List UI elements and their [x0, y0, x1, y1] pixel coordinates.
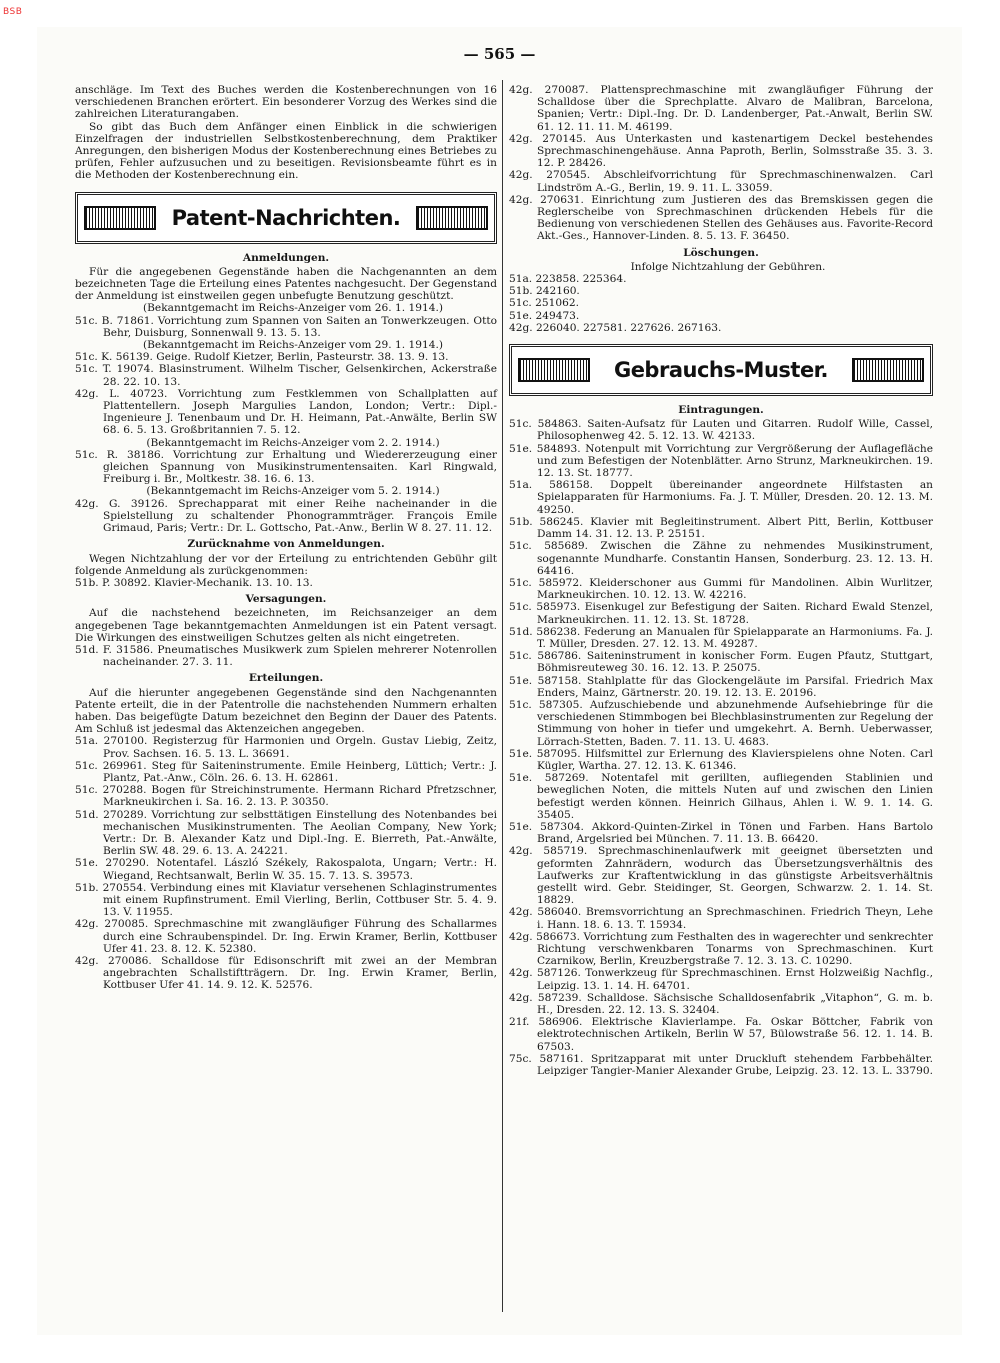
section-heading: Eintragungen. [678, 404, 764, 417]
utility-model-entry: 42g. 587239. Schalldose. Sächsische Schalldosenfabrik „Vitaphon“, G. m. b. H., Dresden. 22. 12. 13. S. 32404. [509, 991, 933, 1017]
intro-paragraph: anschläge. Im Text des Buches werden die Kostenberechnungen von 16 verschiedenen Branchen erörtert. Ein besonderer Vorzug des Werkes sind die zahlreichen Literaturangaben. [75, 84, 497, 121]
utility-model-entry: 51e. 587095. Hilfsmittel zur Erlernung des Klavierspielens ohne Noten. Carl Kügler, Wartha. 27. 12. 13. K. 61346. [509, 747, 933, 772]
patent-entry: 42g. 270545. Abschleifvorrichtung für Sprechmaschinenwalzen. Carl Lindström A.-G., Berlin, 19. 9. 11. L. 33059. [509, 169, 933, 194]
patent-entry: 51c. B. 71861. Vorrichtung zum Spannen von Saiten an Tonwerkzeugen. Otto Behr, Duisburg, Sonnenwall 9. 13. 5. 13. [75, 314, 497, 339]
ornament-icon [416, 206, 488, 230]
utility-model-entry: 51c. 584863. Saiten-Aufsatz für Lauten und Gitarren. Rudolf Wille, Cassel, Philosophenweg 42. 5. 12. 13. W. 42133. [509, 418, 933, 443]
patent-entry: 51e. 270290. Notentafel. László Székely, Rakospalota, Ungarn; Vertr.: H. Wiegand, Rechtsanwalt, Berlin W. 35. 15. 7. 13. S. 39573. [75, 857, 497, 882]
deletion-entry: 42g. 226040. 227581. 227626. 267163. [509, 321, 722, 334]
utility-model-entry: 51c. 587305. Aufzuschiebende und abzunehmende Aufsehiebringe für die verschiedenen Stimmbogen bei Blechblasinstrumenten zur Regelung der Stimmung von hoher in tiefer und umgekehrt. A. Bernh. Ueberwasser, Lörrach-Stetten, Baden. 7. 11. 13. U. 4683. [509, 698, 933, 748]
utility-model-entry: 51d. 586238. Federung an Manualen für Spielapparate an Harmoniums. Fa. J. T. Müller, Dresden. 27. 12. 13. M. 49287. [509, 625, 933, 650]
patent-entry: 51a. 270100. Registerzug für Harmonien und Orgeln. Gustav Liebig, Zeitz, Prov. Sachsen. 16. 5. 13. L. 36691. [75, 735, 497, 760]
patent-entry: 42g. 270087. Plattensprechmaschine mit zwangläufiger Führung der Schalldose über die Sprechplatte. Alvaro de Malibran, Barcelona, Spanien; Vertr.: Dipl.-Ing. Dr. D. Landenberger, Pat.-Anwalt, Berlin SW. 61. 12. 11. 11. M. 46199. [509, 84, 933, 133]
publication-note: (Bekanntgemacht im Reichs-Anzeiger vom 26. 1. 1914.) [143, 302, 443, 315]
section-subtitle: Infolge Nichtzahlung der Gebühren. [630, 260, 826, 273]
section-heading: Versagungen. [245, 593, 327, 606]
patent-entry: 42g. 270145. Aus Unterkasten und kastenartigem Deckel bestehendes Sprechmaschinengehäuse. Anna Paproth, Berlin, Solmsstraße 35. 3. 3. 12. P. 28426. [509, 132, 933, 170]
utility-model-entry: 51c. 585973. Eisenkugel zur Befestigung der Saiten. Richard Ewald Stenzel, Markneukirchen. 11. 12. 13. St. 18728. [509, 601, 933, 626]
utility-model-entry: 51e. 584893. Notenpult mit Vorrichtung zur Vergrößerung der Auflagefläche und zum Befestigen der Notenblätter. Arno Strunz, Markneukirchen. 19. 12. 13. St. 18777. [509, 442, 933, 480]
deletion-entry: 51b. 242160. [509, 285, 580, 298]
section-intro: Wegen Nichtzahlung der vor der Erteilung zu entrichtenden Gebühr gilt folgende Anmeldung als zurückgenommen: [75, 552, 497, 577]
utility-model-entry: 51a. 586158. Doppelt übereinander angeordnete Hilfstasten an Spielapparaten für Harmoniums. Fa. J. T. Müller, Dresden. 20. 12. 13. M. 49250. [509, 479, 933, 516]
section-heading: Zurücknahme von Anmeldungen. [187, 538, 385, 551]
patent-entry: 51d. 270289. Vorrichtung zur selbsttätigen Einstellung des Notenbandes bei mechanischen Musikinstrumenten. The Aeolian Company, New York; Vertr.: Dr. B. Alexander Katz und Dipl.-Ing. E. Bierreth, Pat.-Anwälte, Berlin SW. 48. 29. 6. 13. A. 24221. [75, 808, 497, 858]
right-column [509, 84, 933, 1077]
section-heading: Erteilungen. [248, 672, 324, 685]
patent-entry: 42g. L. 40723. Vorrichtung zum Festklemmen von Schallplatten auf Plattentellern. Joseph Margulies Landon, London; Vertr.: Dipl.-Ingenieure J. Tenenbaum und Dr. H. Heimann, Pat.-Anwälte, Berlin SW 68. 6. 5. 13. Großbritannien 7. 5. 12. [75, 387, 497, 437]
section-intro: Auf die hierunter angegebenen Gegenstände sind den Nachgenannten Patente erteilt, die in der Patentrolle die nachstehenden Nummern erhalten haben. Das beigefügte Datum bezeichnet den Beginn der Dauer des Patents. Am Schluß ist jedesmal das Aktenzeichen angegeben. [75, 686, 497, 736]
ornament-icon [518, 358, 590, 382]
utility-model-entry: 75c. 587161. Spritzapparat mit unter Druckluft stehendem Farbbehälter. Leipziger Tangier-Manier Alexander Grube, Leipzig. 23. 12. 13. L. 33790. [509, 1052, 933, 1078]
utility-model-entry: 21f. 586906. Elektrische Klavierlampe. Fa. Oskar Böttcher, Fabrik von elektrotechnischen Artikeln, Berlin W 57, Bülowstraße 56. 12. 1. 14. B. 67503. [509, 1016, 933, 1053]
patent-entry: 42g. G. 39126. Sprechapparat mit einer Reihe nacheinander in die Spielstellung zu schaltender Phonogrammträger. François Emile Grimaud, Paris; Vertr.: Dr. L. Gottscho, Pat.-Anw., Berlin W 8. 27. 11. 12. [75, 497, 497, 535]
utility-model-entry: 42g. 586040. Bremsvorrichtung an Sprechmaschinen. Friedrich Theyn, Lehe i. Hann. 18. 6. 13. T. 15934. [509, 906, 933, 931]
section-intro: Für die angegebenen Gegenstände haben die Nachgenannten an dem bezeichneten Tage die Erteilung eines Patentes nachgesucht. Der Gegenstand der Anmeldung ist einstweilen gegen unbefugte Benutzung geschützt. [75, 265, 497, 303]
patent-entry: 51c. 270288. Bogen für Streichinstrumente. Hermann Richard Pfretzschner, Markneukirchen i. Sa. 16. 2. 13. P. 30350. [75, 784, 497, 809]
patent-entry: 51c. R. 38186. Vorrichtung zur Erhaltung und Wiedererzeugung einer gleichen Spannung von Musikinstrumentensaiten. Karl Ringwald, Freiburg i. Br., Moltkestr. 38. 16. 6. 13. [75, 448, 497, 486]
ornament-icon [84, 206, 156, 230]
section-heading: Anmeldungen. [242, 251, 330, 264]
publication-note: (Bekanntgemacht im Reichs-Anzeiger vom 29. 1. 1914.) [143, 339, 443, 352]
deletion-entry: 51a. 223858. 225364. [509, 273, 627, 286]
utility-model-entry: 51e. 587158. Stahlplatte für das Glockengeläute im Parsifal. Friedrich Max Enders, Mainz, Gärtnerstr. 20. 19. 12. 13. E. 20196. [509, 674, 933, 699]
publication-note: (Bekanntgemacht im Reichs-Anzeiger vom 5. 2. 1914.) [146, 485, 440, 498]
document-page [37, 27, 962, 1335]
patent-entry: 51c. 269961. Steg für Saiteninstrumente. Emile Heinberg, Lüttich; Vertr.: J. Plantz, Pat.-Anw., Cöln. 26. 6. 13. H. 62861. [75, 759, 497, 784]
patent-entry: 51b. P. 30892. Klavier-Mechanik. 13. 10. 13. [75, 576, 313, 589]
publication-note: (Bekanntgemacht im Reichs-Anzeiger vom 2. 2. 1914.) [146, 436, 440, 449]
utility-model-entry: 51b. 586245. Klavier mit Begleitinstrument. Albert Pitt, Berlin, Kottbuser Damm 14. 31. 12. 13. P. 25151. [509, 515, 933, 541]
patent-entry: 51d. F. 31586. Pneumatisches Musikwerk zum Spielen mehrerer Notenrollen nacheinander. 27. 3. 11. [75, 643, 497, 669]
utility-model-entry: 42g. 587126. Tonwerkzeug für Sprechmaschinen. Ernst Holzweißig Nachflg., Leipzig. 13. 1. 14. H. 64701. [509, 967, 933, 992]
patent-entry: 42g. 270086. Schalldose für Edisonschrift mit zwei an der Membran angebrachten Schallstiftträgern. Dr. Ing. Erwin Kramer, Berlin, Kottbuser Ufer 41. 14. 9. 12. K. 52576. [75, 955, 497, 992]
banner-title: Gebrauchs-Muster. [613, 357, 829, 382]
library-mark: BSB [3, 7, 23, 17]
gebrauchs-muster-banner [509, 344, 933, 396]
page-number: — 565 — [463, 45, 536, 63]
ornament-icon [852, 358, 924, 382]
section-intro: Auf die nachstehend bezeichneten, im Reichsanzeiger an dem angegebenen Tage bekanntgemachten Anmeldungen ist ein Patent versagt. Die Wirkungen des einstweiligen Schutzes gelten als nicht eingetreten. [75, 607, 497, 644]
utility-model-entry: 51c. 585972. Kleiderschoner aus Gummi für Mandolinen. Albin Wurlitzer, Markneukirchen. 10. 12. 13. W. 42216. [509, 576, 933, 602]
utility-model-entry: 51c. 585689. Zwischen die Zähne zu nehmendes Musikinstrument, sogenannte Mundharfe. Constantin Hansen, Sonderburg. 23. 12. 13. H. 64416. [509, 540, 933, 577]
utility-model-entry: 42g. 585719. Sprechmaschinenlaufwerk mit geeignet übersetzten und geformten Zahnrädern, wodurch das Übersetzungsverhältnis des Laufwerks zur Kraftentwicklung in das günstigste Arbeitsverhältnis gestellt wird. Gebr. Steidinger, St. Georgen, Schwarzw. 2. 1. 14. St. 18829. [509, 845, 933, 907]
patent-entry: 51c. K. 56139. Geige. Rudolf Kietzer, Berlin, Pasteurstr. 38. 13. 9. 13. [75, 351, 449, 364]
banner-title: Patent-Nachrichten. [171, 205, 401, 230]
patent-entry: 51b. 270554. Verbindung eines mit Klaviatur versehenen Schlaginstrumentes mit einem Rupfinstrument. Emil Vierling, Berlin, Cottbuser Str. 5. 4. 9. 13. V. 11955. [75, 881, 497, 919]
left-column [75, 84, 497, 992]
utility-model-entry: 51e. 587304. Akkord-Quinten-Zirkel in Tönen und Farben. Hans Bartolo Brand, Argelsried bei München. 7. 11. 13. B. 66420. [509, 820, 933, 846]
patent-entry: 42g. 270631. Einrichtung zum Justieren des das Bremskissen gegen die Reglerscheibe von Sprechmaschinen drückenden Hebels für die Bedienung von verschiedenen Stellen des Gehäuses aus. Favorite-Record Akt.-Ges., Hannover-Linden. 8. 5. 13. F. 36450. [509, 193, 933, 243]
patent-entry: 42g. 270085. Sprechmaschine mit zwangläufiger Führung des Schallarmes durch eine Schraubenspindel. Dr. Ing. Erwin Kramer, Berlin, Kottbuser Ufer 41. 23. 8. 12. K. 52380. [75, 918, 497, 955]
deletion-entry: 51e. 249473. [509, 309, 580, 322]
utility-model-entry: 51c. 586786. Saiteninstrument in konischer Form. Eugen Pfautz, Stuttgart, Böhmisreuteweg 30. 16. 12. 13. P. 25075. [509, 650, 933, 675]
patent-entry: 51c. T. 19074. Blasinstrument. Wilhelm Tischer, Gelsenkirchen, Ackerstraße 28. 22. 10. 13. [75, 363, 497, 388]
patent-nachrichten-banner [75, 192, 497, 244]
utility-model-entry: 42g. 586673. Vorrichtung zum Festhalten des in wagerechter und senkrechter Richtung verschwenkbaren Tonarms von Sprechmaschinen. Kurt Czarnikow, Berlin, Kreuzbergstraße 7. 12. 3. 13. C. 10290. [509, 930, 933, 968]
column-rule [502, 80, 503, 1312]
deletion-entry: 51c. 251062. [509, 297, 579, 310]
section-heading: Löschungen. [683, 246, 759, 259]
utility-model-entry: 51e. 587269. Notentafel mit gerillten, aufliegenden Stablinien und beweglichen Noten, die mittels Nuten auf und zwischen den Linien befestigt werden können. Heinrich Gilhaus, Ahlen i. W. 9. 1. 14. G. 35405. [509, 772, 933, 821]
intro-paragraph: So gibt das Buch dem Anfänger einen Einblick in die schwierigen Einzelfragen der industriellen Selbstkostenberechnung, dem Praktiker Anregungen, den bisherigen Modus der Kostenberechnung eines Betriebes zu prüfen, Fehler aufzusuchen und zu beseitigen. Revisionsbeamte führt es in die Methoden der Kostenberechnung ein. [75, 120, 497, 182]
